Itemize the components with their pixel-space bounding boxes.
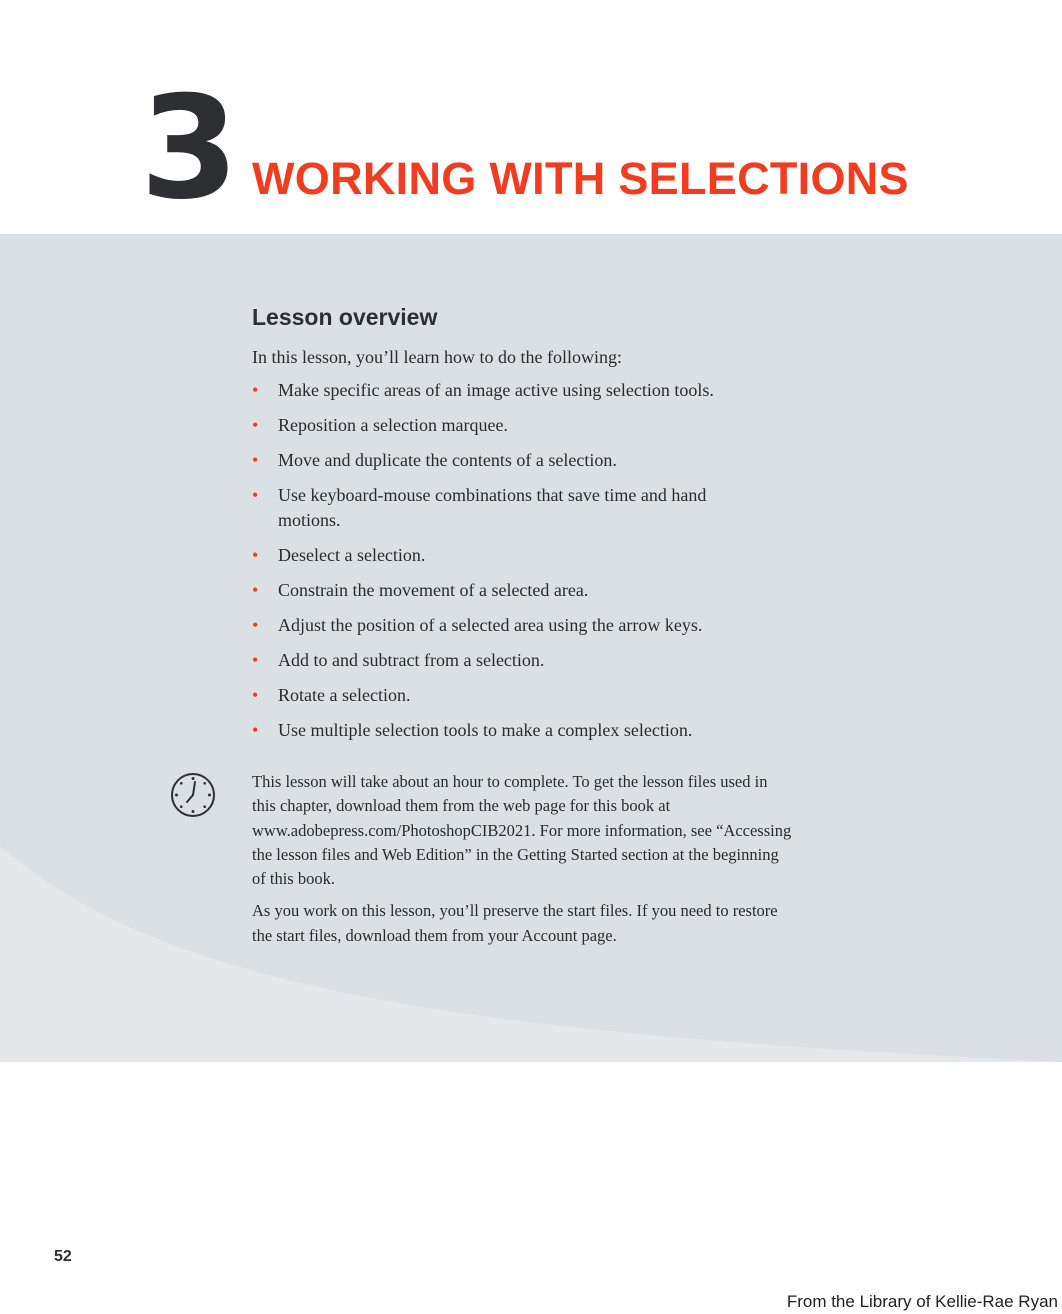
bullet-icon: • xyxy=(252,720,259,740)
bullet-icon: • xyxy=(252,415,259,435)
bullet-icon: • xyxy=(252,615,259,635)
time-note-paragraph: This lesson will take about an hour to complete. To get the lesson files used in this chapter, download them from the web page for this book at www.adobepress.com/PhotoshopCIB2021. For more information, see “Accessing the lesson files and Web Edition” in the Getting Started section at the beginning of this book. xyxy=(252,772,792,889)
list-item: • Adjust the position of a selected area using the arrow keys. xyxy=(252,613,812,638)
time-note xyxy=(252,770,792,956)
bullet-icon: • xyxy=(252,580,259,600)
list-item: • Move and duplicate the contents of a selection. xyxy=(252,448,812,473)
list-item: • Rotate a selection. xyxy=(252,683,812,708)
list-item: • Use keyboard-mouse combinations that save time and hand motions. xyxy=(252,485,707,530)
overview-heading: Lesson overview xyxy=(252,304,438,330)
clock-icon xyxy=(170,772,216,818)
page-number: 52 xyxy=(54,1248,72,1265)
list-item: • Add to and subtract from a selection. xyxy=(252,648,812,673)
chapter-title: WORKING WITH SELECTIONS xyxy=(252,153,909,204)
objectives-list xyxy=(252,378,812,743)
library-watermark: From the Library of Kellie-Rae Ryan xyxy=(786,1292,1058,1311)
list-item: • Constrain the movement of a selected area. xyxy=(252,578,812,603)
list-item: • Deselect a selection. xyxy=(252,543,812,568)
bullet-icon: • xyxy=(252,685,259,705)
list-item: • Make specific areas of an image active using selection tools. xyxy=(252,378,812,403)
bullet-icon: • xyxy=(252,485,259,505)
bullet-icon: • xyxy=(252,545,259,565)
overview-intro: In this lesson, you’ll learn how to do the following: xyxy=(252,347,622,367)
bullet-icon: • xyxy=(252,650,259,670)
start-files-note: As you work on this lesson, you’ll preserve the start files. If you need to restore the start files, download them from your Account page. xyxy=(252,901,778,945)
bullet-icon: • xyxy=(252,380,259,400)
lesson-overview xyxy=(252,302,812,753)
bullet-icon: • xyxy=(252,450,259,470)
list-item: • Use multiple selection tools to make a complex selection. xyxy=(252,718,812,743)
chapter-number: 3 xyxy=(140,66,235,231)
list-item: • Reposition a selection marquee. xyxy=(252,413,812,438)
